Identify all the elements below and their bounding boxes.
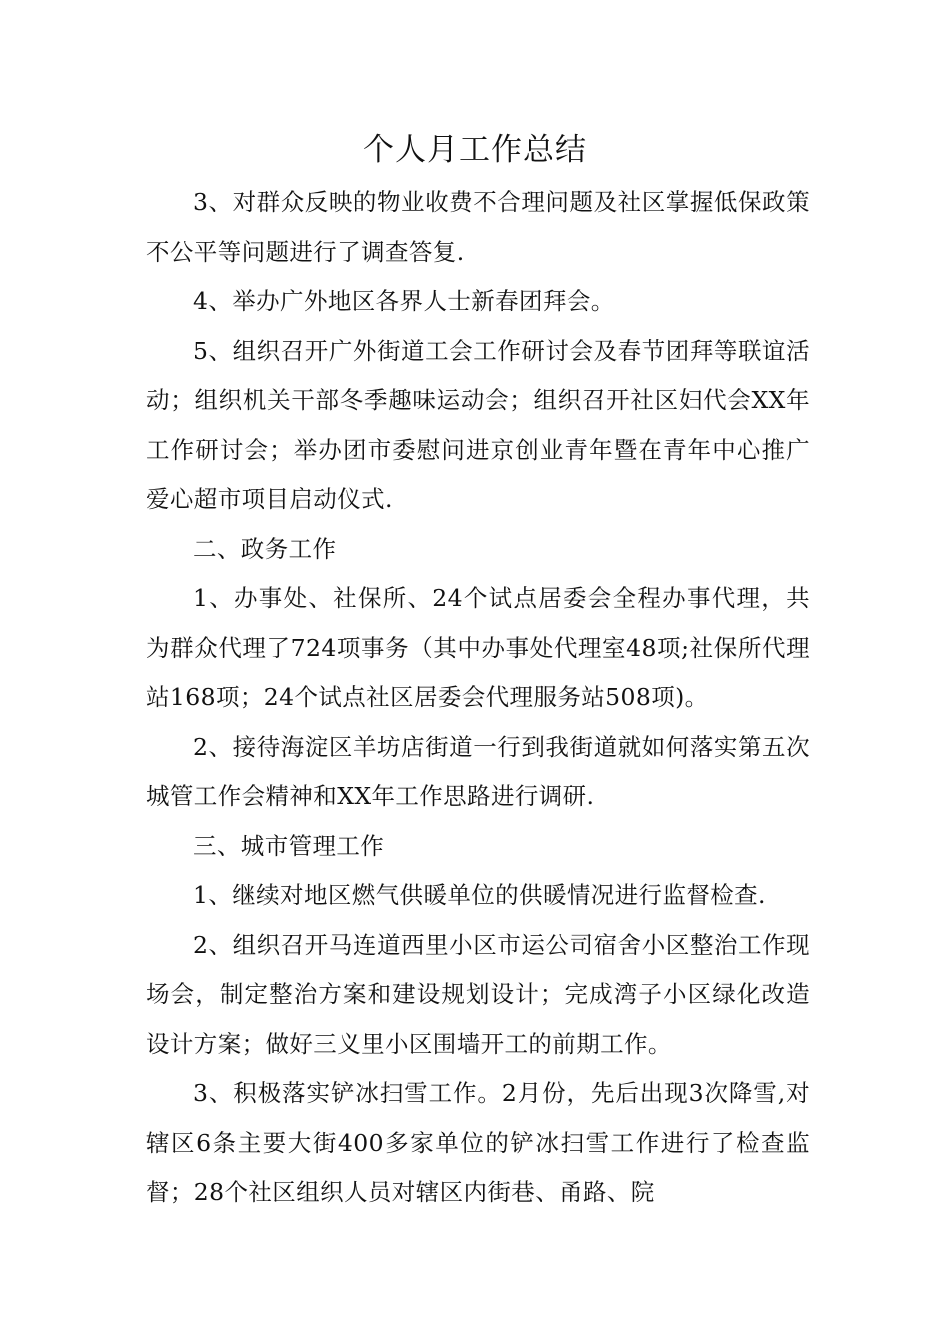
- paragraph-item-1-agency-service: 1、办事处、社保所、24个试点居委会全程办事代理，共为群众代理了724项事务（其中办事处代理室48项;社保所代理站168项；24个试点社区居委会代理服务站508项)。: [146, 584, 810, 711]
- paragraph-item-3-complaints: 3、对群众反映的物业收费不合理问题及社区掌握低保政策不公平等问题进行了调查答复.: [146, 188, 810, 266]
- paragraph-item-2-community-renovation: 2、组织召开马连道西里小区市运公司宿舍小区整治工作现场会，制定整治方案和建设规划设计；完成湾子小区绿化改造设计方案；做好三义里小区围墙开工的前期工作。: [146, 930, 810, 1058]
- document-title: 个人月工作总结: [363, 132, 587, 168]
- document-body: [146, 178, 810, 1218]
- paragraph-item-1-heating-inspection: 1、继续对地区燃气供暖单位的供暖情况进行监督检查.: [193, 881, 766, 909]
- section-heading-city-management: 三、城市管理工作: [193, 831, 385, 860]
- paragraph-item-3-snow-clearing: 3、积极落实铲冰扫雪工作。2月份，先后出现3次降雪,对辖区6条主要大街400多家单位的铲冰扫雪工作进行了检查监督；28个社区组织人员对辖区内街巷、甬路、院: [146, 1079, 810, 1206]
- paragraph-item-5-union-activities: 5、组织召开广外街道工会工作研讨会及春节团拜等联谊活动；组织机关干部冬季趣味运动会；组织召开社区妇代会XX年工作研讨会；举办团市委慰问进京创业青年暨在青年中心推广爱心超市项目启动仪式.: [146, 336, 810, 513]
- section-heading-government-affairs: 二、政务工作: [193, 534, 337, 563]
- paragraph-item-2-reception: 2、接待海淀区羊坊店街道一行到我街道就如何落实第五次城管工作会精神和XX年工作思路进行调研.: [146, 732, 810, 810]
- paragraph-item-4-new-year-gathering: 4、举办广外地区各界人士新春团拜会。: [193, 287, 615, 315]
